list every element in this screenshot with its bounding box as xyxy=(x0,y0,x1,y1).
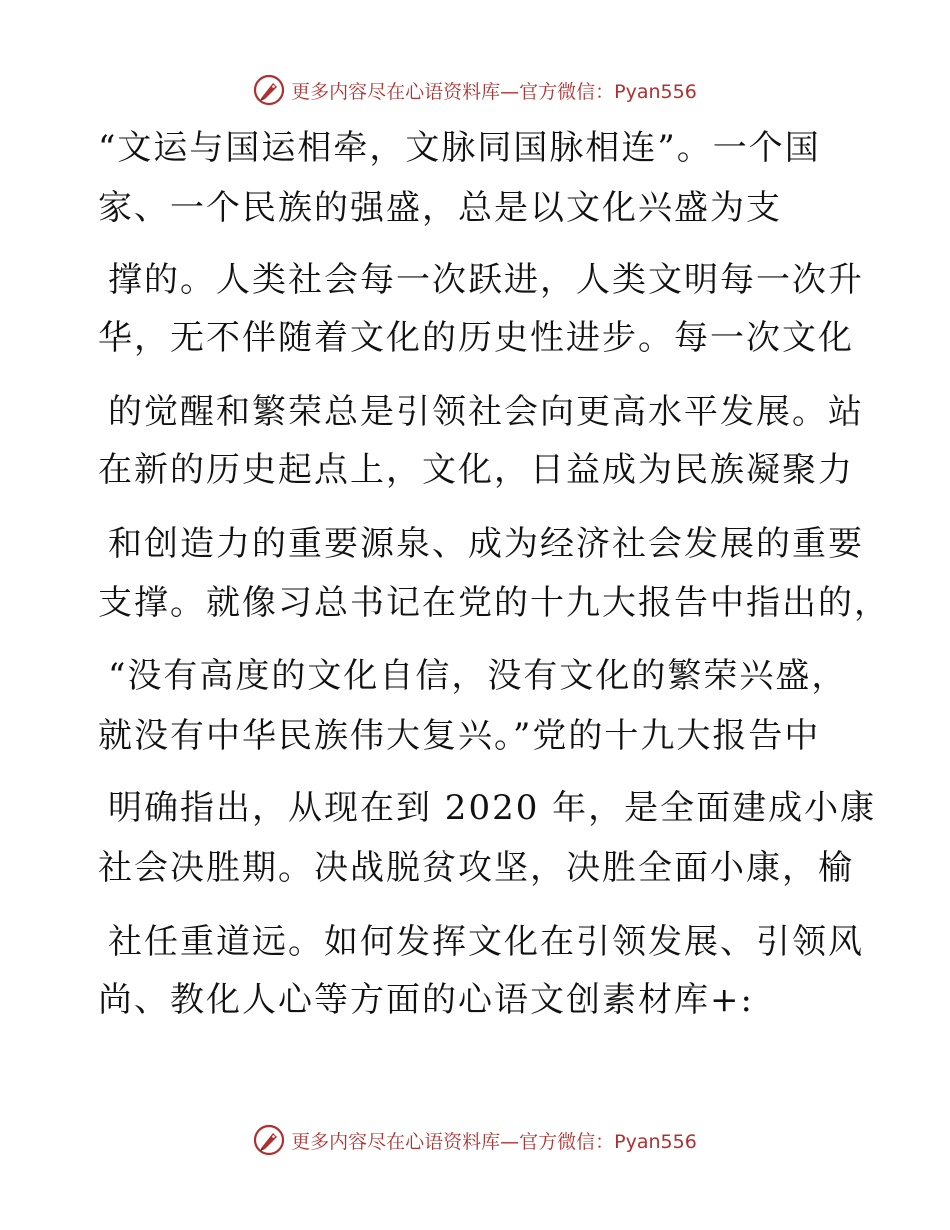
text-line-12: 社会决胜期。决战脱贫攻坚，决胜全面小康，榆 xyxy=(98,848,854,888)
text-line-2: 家、一个民族的强盛，总是以文化兴盛为支 xyxy=(98,188,782,228)
text-line-6: 在新的历史起点上，文化，日益成为民族凝聚力 xyxy=(98,450,854,490)
text-line-4: 华，无不伴随着文化的历史性进步。每一次文化 xyxy=(98,318,854,358)
text-line-7: 和创造力的重要源泉、成为经济社会发展的重要 xyxy=(108,524,864,564)
pen-nib-logo-icon xyxy=(253,1124,285,1156)
text-line-5: 的觉醒和繁荣总是引领社会向更高水平发展。站 xyxy=(108,392,864,432)
footer-banner xyxy=(0,1120,950,1160)
text-line-8: 支撑。就像习总书记在党的十九大报告中指出的， xyxy=(98,583,890,623)
header-banner-text: 更多内容尽在心语资料库—官方微信：Pyan556 xyxy=(291,80,697,103)
footer-banner-text: 更多内容尽在心语资料库—官方微信：Pyan556 xyxy=(291,1130,697,1153)
text-line-14: 尚、教化人心等方面的心语文创素材库+: xyxy=(98,980,754,1020)
text-line-13: 社任重道远。如何发挥文化在引领发展、引领风 xyxy=(108,922,864,962)
text-line-1: “文运与国运相牵，文脉同国脉相连”。一个国 xyxy=(98,128,821,168)
text-line-11: 明确指出，从现在到 2020 年，是全面建成小康 xyxy=(108,788,877,828)
text-line-3: 撑的。人类社会每一次跃进，人类文明每一次升 xyxy=(108,260,864,300)
text-line-9: “没有高度的文化自信，没有文化的繁荣兴盛， xyxy=(108,656,848,696)
text-line-10: 就没有中华民族伟大复兴。”党的十九大报告中 xyxy=(98,716,821,756)
